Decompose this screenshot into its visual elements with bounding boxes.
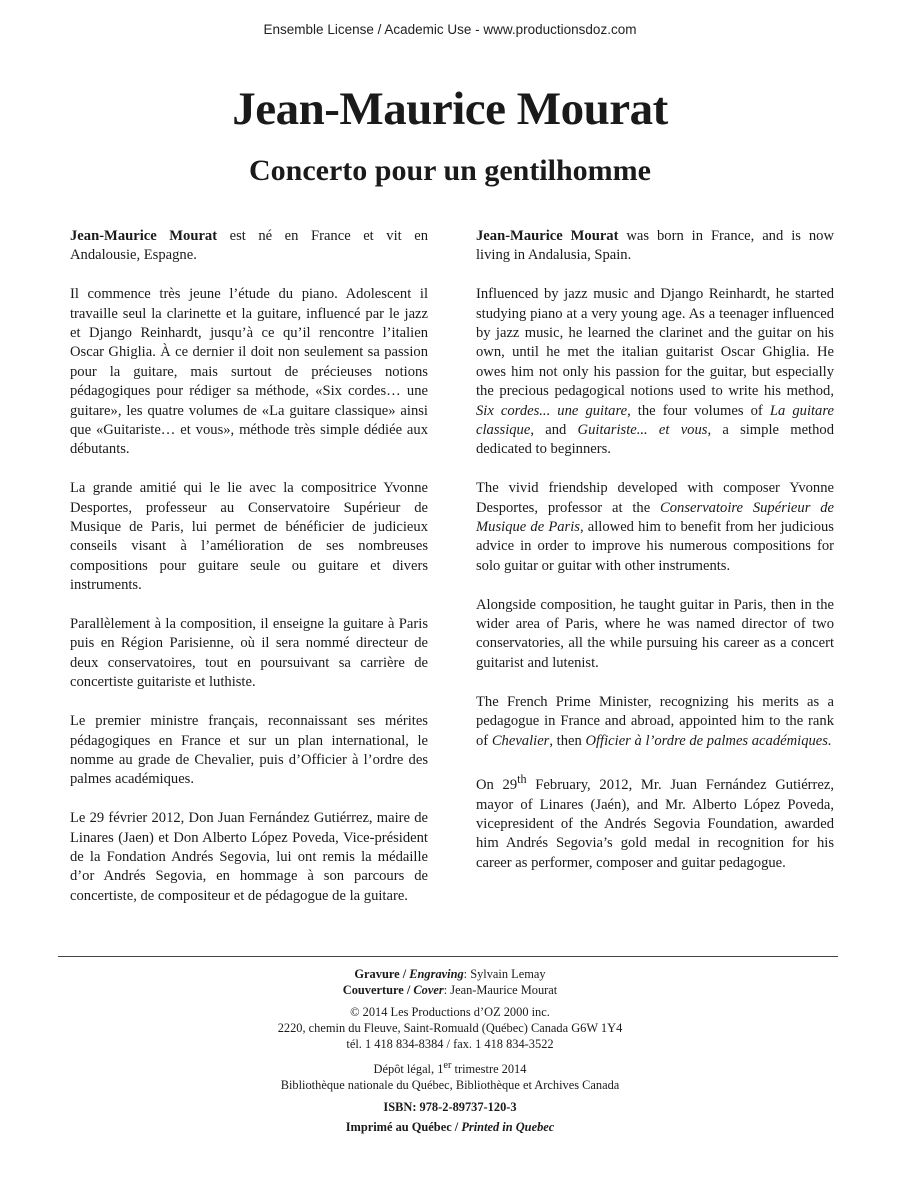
isbn — [0, 1099, 900, 1115]
engraving-credit — [0, 966, 900, 982]
en-paragraph-6 — [476, 770, 834, 873]
english-biography — [476, 227, 834, 893]
publisher-phone: tél. 1 418 834-8384 / fax. 1 418 834-3522 — [346, 1037, 554, 1051]
en-p6-a: On 29 — [476, 777, 518, 794]
composer-title: Jean-Maurice Mourat — [232, 83, 668, 135]
printed-fr: Imprimé au Québec / — [345, 1120, 462, 1135]
license-notice: Ensemble License / Academic Use - www.productionsdoz.com — [263, 22, 637, 37]
divider-rule — [58, 956, 838, 957]
en-p2-title-2: La guitare classique — [476, 402, 834, 439]
printed-in — [0, 1119, 900, 1135]
publisher-address: 2220, chemin du Fleuve, Saint-Romuald (Québec) Canada G6W 1Y4 — [277, 1021, 623, 1035]
library-line: Bibliothèque nationale du Québec, Bibliothèque et Archives Canada — [280, 1078, 620, 1093]
en-p5-rank-1: Chevalier — [491, 732, 550, 749]
depot-b: trimestre 2014 — [451, 1062, 527, 1077]
en-p5-rank-2: Officier à l’ordre de palmes académiques. — [585, 732, 832, 749]
engraving-value: : Sylvain Lemay — [463, 967, 546, 981]
fr-paragraph-5: Le premier ministre français, reconnaissant ses mérites pédagogiques en France et sur un plan international, le nomme au grade de Chevalier, puis d’Officier à l’ordre des palmes académiques. — [70, 713, 428, 788]
colophon — [0, 966, 900, 1135]
engraving-label-fr: Gravure / — [354, 967, 410, 981]
fr-paragraph-6: Le 29 février 2012, Don Juan Fernández Gutiérrez, maire de Linares (Jaen) et Don Alberto López Poveda, Vice-président de la Fondation Andrés Segovia, lui ont remis la médaille d’or Andrés Segovia, en hommage à son parcours de concertiste, de compositeur et de pédagogue de la guitare. — [70, 810, 428, 904]
en-paragraph-3 — [476, 479, 834, 576]
depot-sup: er — [443, 1060, 452, 1071]
en-p2-b: , the four volumes of — [627, 402, 770, 419]
fr-p1-text: est né en France et vit en Andalousie, Espagne. — [70, 228, 428, 264]
fr-paragraph-4: Parallèlement à la composition, il enseigne la guitare à Paris puis en Région Parisienne, où il sera nommé directeur de deux conservatoires, tout en poursuivant sa carrière de concertiste guitariste et luthiste. — [70, 616, 428, 691]
en-paragraph-4: Alongside composition, he taught guitar in Paris, then in the wider area of Paris, where he was named director of two conservatories, all the while pursuing his career as a concert guitarist and lutenist. — [476, 596, 834, 671]
depot-a: Dépôt légal, 1 — [373, 1062, 444, 1077]
legal-deposit — [0, 1058, 900, 1077]
en-p5-b: , then — [549, 732, 586, 749]
fr-paragraph-2: Il commence très jeune l’étude du piano. Adolescent il travaille seul la clarinette et la guitare, influencé par le jazz et Django Reinhardt, jusqu’à ce qu’il rencontre l’italien Oscar Ghiglia. À ce dernier il doit non seulement sa passion pour la guitare, mais surtout de précieuses notions pédagogiques pour rédiger sa méthode, «Six cordes… une guitare», les quatre volumes de «La guitare classique» ainsi que «Guitariste… et vous», méthode très simple dédiée aux débutants. — [70, 286, 428, 458]
copyright-line: © 2014 Les Productions d’OZ 2000 inc. — [350, 1005, 550, 1019]
french-biography — [70, 227, 428, 926]
printed-en: Printed in Quebec — [461, 1120, 555, 1135]
en-paragraph-5 — [476, 693, 834, 751]
en-p5-a: The French Prime Minister, recognizing his merits as a pedagogue in France and abroad, appointed him to the rank of — [476, 693, 834, 749]
en-p2-title-1: Six cordes... une guitare — [476, 402, 628, 419]
en-p3-b: , allowed him to benefit from her judicious advice in order to improve his numerous compositions for solo guitar or guitar with other instruments. — [476, 519, 834, 574]
en-composer-name: Jean-Maurice Mourat — [476, 228, 619, 244]
cover-credit — [0, 982, 900, 998]
cover-label-fr: Couverture / — [342, 983, 414, 997]
en-p3-a: The vivid friendship developed with composer Yvonne Desportes, professor at the — [476, 480, 834, 516]
en-p2-a: Influenced by jazz music and Django Reinhardt, he started studying piano at a very young age. As a teenager influenced by jazz music, he learned the clarinet and the guitar on his own, until he met the italian guitarist Oscar Ghiglia. He owes him not only his passion for the guitar, but especially the precious pedagogical notions used to write his method, — [476, 286, 834, 400]
cover-value: : Jean-Maurice Mourat — [443, 983, 558, 997]
en-paragraph-1 — [476, 227, 834, 266]
fr-paragraph-3: La grande amitié qui le lie avec la compositrice Yvonne Desportes, professeur au Conservatoire Supérieur de Musique de Paris, lui permet de bénéficier de judicieux conseils visant à l’amélioration de ses nombreuses compositions pour guitare seule ou guitare et divers instruments. — [70, 480, 428, 594]
en-p6-sup: th — [517, 772, 527, 787]
fr-composer-name: Jean-Maurice Mourat — [70, 228, 218, 244]
en-p3-institution: Conservatoire Supérieur de Musique de Paris — [476, 499, 834, 536]
work-subtitle: Concerto pour un gentilhomme — [249, 154, 651, 187]
en-paragraph-2 — [476, 285, 834, 460]
en-p2-title-3: Guitariste... et vous — [577, 422, 708, 439]
en-p2-c: , and — [530, 422, 578, 439]
cover-label-en: Cover — [413, 983, 444, 997]
en-p2-d: , a simple method dedicated to beginners. — [476, 422, 834, 458]
en-p6-b: February, 2012, Mr. Juan Fernández Gutiérrez, mayor of Linares (Jaén), and Mr. Alberto López Poveda, vicepresident of the Andrés Segovia Foundation, awarded him Andrés Segovia’s gold medal in recognition for his career as performer, composer and guitar pedagogue. — [476, 777, 834, 871]
en-p1-text: was born in France, and is now living in Andalusia, Spain. — [476, 228, 834, 264]
isbn-text: ISBN: 978-2-89737-120-3 — [383, 1100, 517, 1115]
engraving-label-en: Engraving — [409, 967, 464, 981]
fr-paragraph-1 — [70, 227, 428, 266]
